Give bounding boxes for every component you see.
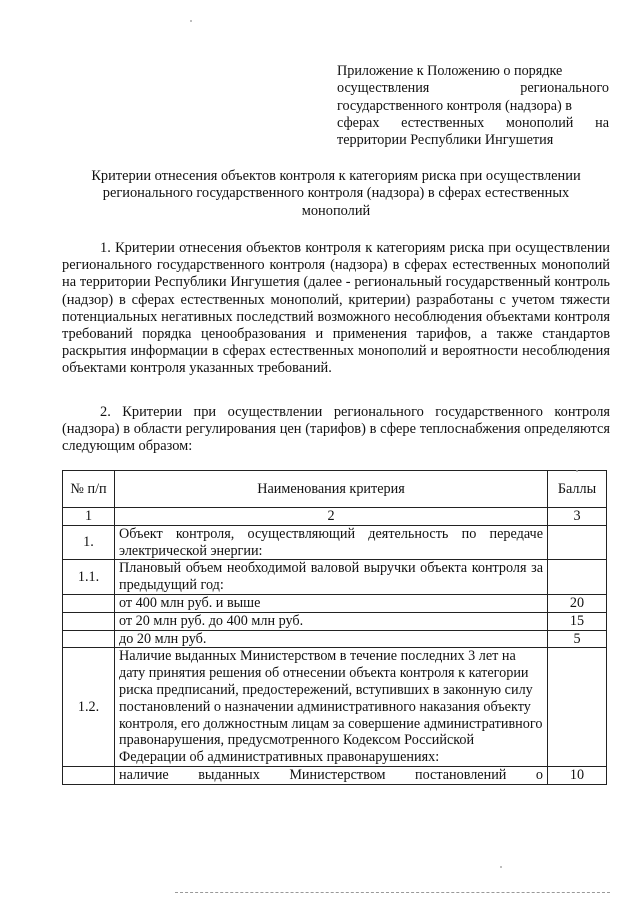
- appendix-line: территории Республики Ингушетия: [337, 132, 554, 149]
- title-line: монополий: [301, 202, 371, 219]
- table-row: [63, 560, 607, 595]
- row-name: Объект контроля, осуществляющий деятельность по передаче электрической энергии:: [115, 525, 548, 560]
- row-num: [63, 594, 115, 612]
- index-points: 3: [548, 508, 607, 526]
- row-points: 5: [548, 630, 607, 648]
- row-num: 1.2.: [63, 648, 115, 767]
- row-num: [63, 630, 115, 648]
- appendix-line: Приложение к Положению о порядке: [337, 63, 563, 79]
- table-index-row: [63, 508, 607, 526]
- table-row: [63, 766, 607, 784]
- row-points: 20: [548, 594, 607, 612]
- paragraph-2: 2. Критерии при осуществлении регионального государственного контроля (надзора) в области регулирования цен (тарифов) в сфере теплоснабжения определяются следующим образом:: [62, 404, 610, 455]
- row-name: Наличие выданных Министерством в течение последних 3 лет на дату принятия решения об отнесении объекта контроля к категории риска предписаний, предостережений, вступивших в законную силу постановлений о назначении административного наказания объекту контроля, его должностным лицам за совершение административного правонарушения, предусмотренного Кодексом Российской Федерации об административных правонарушениях:: [115, 648, 548, 767]
- table-header-row: [63, 471, 607, 508]
- row-name: до 20 млн руб.: [115, 630, 548, 648]
- row-name: от 400 млн руб. и выше: [115, 594, 548, 612]
- header-name: Наименования критерия: [115, 471, 548, 508]
- row-num: [63, 612, 115, 630]
- scan-speck: [500, 866, 502, 868]
- row-points: [548, 560, 607, 595]
- document-title: [62, 168, 610, 220]
- table-row: [63, 612, 607, 630]
- row-name: наличие выданных Министерством постановлений о: [115, 766, 548, 784]
- table-row: [63, 648, 607, 767]
- row-points: [548, 525, 607, 560]
- table-row: [63, 594, 607, 612]
- title-line: Критерии отнесения объектов контроля к категориям риска при осуществлении: [91, 168, 581, 184]
- appendix-header: [337, 63, 609, 149]
- row-points: [548, 648, 607, 767]
- criteria-table: [62, 470, 607, 785]
- index-num: 1: [63, 508, 115, 526]
- row-num: [63, 766, 115, 784]
- table-row: [63, 630, 607, 648]
- appendix-line: сферах естественных монополий на: [337, 114, 609, 131]
- table-row: [63, 525, 607, 560]
- row-num: 1.: [63, 525, 115, 560]
- row-name: Плановый объем необходимой валовой выручки объекта контроля за предыдущий год:: [115, 560, 548, 595]
- row-num: 1.1.: [63, 560, 115, 595]
- scan-speck: [576, 470, 578, 472]
- header-num: № п/п: [63, 471, 115, 508]
- row-points: 10: [548, 766, 607, 784]
- appendix-line: государственного контроля (надзора) в: [337, 97, 572, 114]
- page-bottom-divider: [175, 892, 610, 893]
- row-name: от 20 млн руб. до 400 млн руб.: [115, 612, 548, 630]
- index-name: 2: [115, 508, 548, 526]
- header-points: Баллы: [548, 471, 607, 508]
- scan-speck: [190, 20, 192, 22]
- row-points: 15: [548, 612, 607, 630]
- appendix-line: осуществления регионального: [337, 80, 609, 97]
- paragraph-1: 1. Критерии отнесения объектов контроля к категориям риска при осуществлении регионального государственного контроля (надзора) в сферах естественных монополий на территории Республики Ингушетия (далее - региональный государственный контроль (надзор) в сферах естественных монополий, критерии) разработаны с учетом тяжести потенциальных негативных последствий возможного несоблюдения объектами контроля требований порядка ценообразования и применения тарифов, а также стандартов раскрытия информации в сферах естественных монополий и вероятности несоблюдения объектами контроля указанных требований.: [62, 240, 610, 377]
- title-line: регионального государственного контроля (надзора) в сферах естественных: [102, 185, 570, 202]
